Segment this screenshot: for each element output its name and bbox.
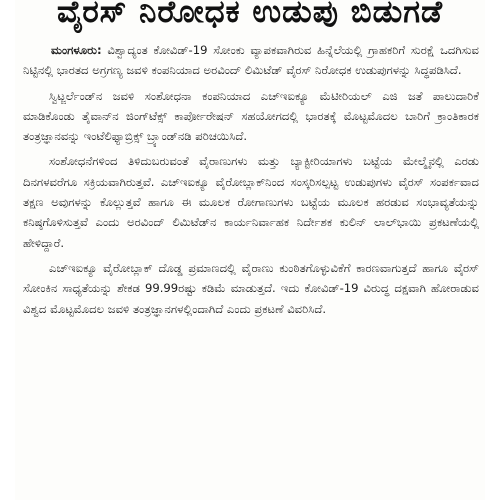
article-paragraph-1	[23, 40, 479, 81]
newspaper-clipping	[15, 0, 485, 500]
paragraph-text: ವಿಶ್ವಾದ್ಯಂತ ಕೋವಿಡ್-19 ಸೋಂಕು ವ್ಯಾಪಕವಾಗಿರುವ ಹಿನ್ನೆಲೆಯಲ್ಲಿ ಗ್ರಾಹಕರಿಗೆ ಸುರಕ್ಷೆ ಒದಗಿಸುವ ನಿಟ್ಟಿನಲ್ಲಿ ಭಾರತದ ಅಗ್ರಗಣ್ಯ ಜವಳಿ ಕಂಪನಿಯಾದ ಅರವಿಂದ್ ಲಿಮಿಟೆಡ್ ವೈರಸ್ ನಿರೋಧಕ ಉಡುಪುಗಳನ್ನು ಸಿದ್ಧಪಡಿಸಿದೆ.	[23, 43, 479, 78]
dateline: ಮಂಗಳೂರು:	[51, 43, 102, 57]
article-paragraph-3: ಸಂಶೋಧನೆಗಳಿಂದ ತಿಳಿದುಬರುವಂತೆ ವೈರಾಣುಗಳು ಮತ್ತು ಬ್ಯಾಕ್ಟೀರಿಯಾಗಳು ಬಟ್ಟೆಯ ಮೇಲ್ಮೈನಲ್ಲಿ ಎರಡು ದಿನಗಳವರೆಗೂ ಸಕ್ರಿಯವಾಗಿರುತ್ತವೆ. ಎಚ್‌ಇಐಕ್ಯೂ ವೈರೋಬ್ಲಾಕ್‌ನಿಂದ ಸಂಸ್ಕರಿಸಲ್ಪಟ್ಟ ಉಡುಪುಗಳು ವೈರಸ್ ಸಂಪರ್ಕವಾದ ತಕ್ಷಣ ಅವುಗಳನ್ನು ಕೊಲ್ಲುತ್ತವೆ ಹಾಗೂ ಈ ಮೂಲಕ ರೋಗಾಣುಗಳು ಬಟ್ಟೆಯ ಮೂಲಕ ಹರಡುವ ಸಂಭಾವ್ಯತೆಯನ್ನು ಕನಿಷ್ಠಗೊಳಿಸುತ್ತವೆ ಎಂದು ಅರವಿಂದ್ ಲಿಮಿಟೆಡ್‌ನ ಕಾರ್ಯನಿರ್ವಾಹಕ ನಿರ್ದೇಶಕ ಕುಲಿನ್ ಲಾಲ್‌ಭಾಯಿ ಪ್ರಕಟಣೆಯಲ್ಲಿ ಹೇಳಿದ್ದಾರೆ.	[23, 154, 479, 250]
article-body	[23, 40, 479, 324]
article-paragraph-4: ಎಚ್‌ಇಐಕ್ಯೂ ವೈರೋಬ್ಲಾಕ್ ದೊಡ್ಡ ಪ್ರಮಾಣದಲ್ಲಿ ವೈರಾಣು ಕುಂಠಿತಗೊಳ್ಳುವಿಕೆಗೆ ಕಾರಣವಾಗುತ್ತದೆ ಹಾಗೂ ವೈರಸ್ ಸೋಂಕಿನ ಸಾಧ್ಯತೆಯನ್ನು ಶೇಕಡ 99.99ರಷ್ಟು ಕಡಿಮೆ ಮಾಡುತ್ತದೆ. ಇದು ಕೋವಿಡ್-19 ವಿರುದ್ಧ ದಕ್ಷವಾಗಿ ಹೋರಾಡುವ ವಿಶ್ವದ ಮೊಟ್ಟಮೊದಲ ಜವಳಿ ತಂತ್ರಜ್ಞಾನಗಳಲ್ಲಿಂದಾಗಿದೆ ಎಂದು ಪ್ರಕಟಣೆ ವಿವರಿಸಿದೆ.	[23, 260, 479, 316]
article-paragraph-2: ಸ್ವಿಟ್ಜರ್ಲೆಂಡ್‌ನ ಜವಳಿ ಸಂಶೋಧನಾ ಕಂಪನಿಯಾದ ಎಚ್‌ಇಐಕ್ಯೂ ಮೆಟೀರಿಯಲ್ ಎಜಿ ಜತೆ ಪಾಲುದಾರಿಕೆ ಮಾಡಿಕೊಂಡು ತೈವಾನ್‌ನ ಜಿಂಗ್‌ಟೆಕ್ಸ್ ಕಾರ್ಪೋರೇಷನ್ ಸಹಯೋಗದಲ್ಲಿ ಭಾರತಕ್ಕೆ ಮೊಟ್ಟಮೊದಲ ಬಾರಿಗೆ ಕ್ರಾಂತಿಕಾರಕ ತಂತ್ರಜ್ಞಾನವನ್ನು ಇಂಟೆಲಿಫ್ಯಾಬ್ರಿಕ್ಸ್ ಬ್ರ್ಯಾಂಡ್‌ನಡಿ ಪರಿಚಯಿಸಿದೆ.	[23, 88, 479, 144]
headline: ವೈರಸ್ ನಿರೋಧಕ ಉಡುಪು ಬಿಡುಗಡೆ	[57, 0, 443, 30]
